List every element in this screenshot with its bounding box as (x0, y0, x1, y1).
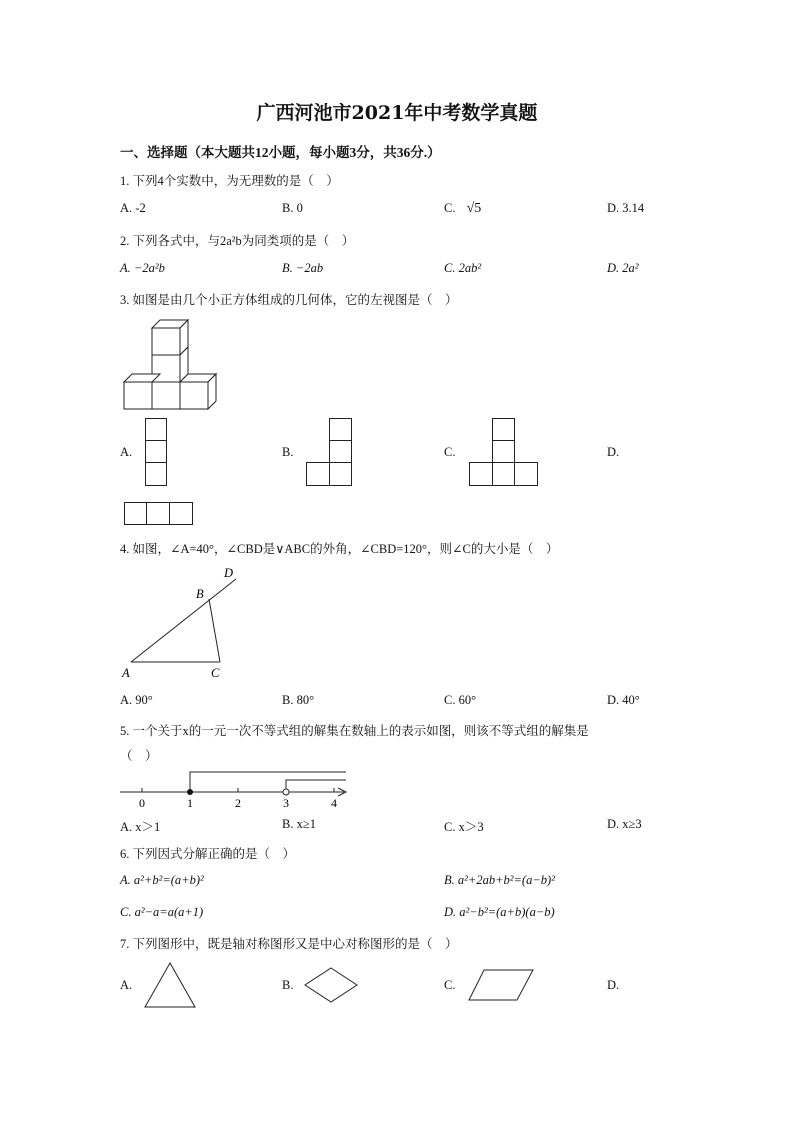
q3-option-a-label: A. (120, 445, 133, 459)
q2-option-c: C. 2ab² (444, 261, 482, 275)
question-2-stem: 2. 下列各式中，与2a²b为同类项的是（ ） (120, 234, 355, 248)
q4-triangle-figure (118, 562, 248, 684)
tick-label-4: 4 (331, 796, 337, 810)
tick-label-1: 1 (187, 796, 193, 810)
q5-option-c: C. x＞3 (444, 820, 484, 834)
closed-point-1 (187, 789, 193, 795)
q3-option-d-label: D. (607, 445, 620, 459)
q6-option-c: C. a²−a=a(a+1) (120, 905, 204, 919)
q1-option-a: A. -2 (120, 201, 146, 215)
point-c-label: C (211, 666, 220, 680)
point-d-label: D (224, 566, 234, 580)
q6-option-a: A. a²+b²=(a+b)² (120, 873, 204, 887)
tick-label-2: 2 (235, 796, 241, 810)
q2-option-d: D. 2a² (607, 261, 639, 275)
q3-option-d-figure (124, 502, 193, 525)
q1-option-c-label: C. (444, 201, 456, 215)
q7-option-b-label: B. (282, 978, 294, 992)
q2-option-a: A. −2a²b (120, 261, 165, 275)
point-a-label: A (122, 666, 130, 680)
q4-option-a: A. 90° (120, 693, 153, 707)
q1-option-c (444, 201, 481, 217)
q7-triangle-shape (144, 962, 196, 1008)
q3-solid-figure (124, 320, 216, 404)
q7-option-d-label: D. (607, 978, 620, 992)
q4-option-c: C. 60° (444, 693, 477, 707)
q5-number-line (118, 768, 354, 812)
question-3-stem: 3. 如图是由几个小正方体组成的几何体，它的左视图是（ ） (120, 293, 458, 307)
q6-option-b: B. a²+2ab+b²=(a−b)² (444, 873, 555, 887)
q4-option-d: D. 40° (607, 693, 640, 707)
q3-option-a-figure (145, 418, 167, 486)
q2-option-b: B. −2ab (282, 261, 324, 275)
question-7-stem: 7. 下列图形中，既是轴对称图形又是中心对称图形的是（ ） (120, 937, 458, 951)
tick-label-3: 3 (283, 796, 289, 810)
open-point-3 (283, 789, 289, 795)
q3-option-b-figure (306, 418, 352, 486)
q1-option-d: D. 3.14 (607, 201, 645, 215)
q7-parallelogram-shape (468, 969, 534, 1001)
q5-option-d: D. x≥3 (607, 817, 642, 831)
section-heading: 一、选择题（本大题共12小题，每小题3分，共36分.） (120, 145, 441, 160)
q4-option-b: B. 80° (282, 693, 315, 707)
question-1-stem: 1. 下列4个实数中，为无理数的是（ ） (120, 174, 339, 188)
question-4-stem: 4. 如图，∠A=40°，∠CBD是∨ABC的外角，∠CBD=120°，则∠C的大小是（ ） (120, 542, 559, 556)
q5-option-b: B. x≥1 (282, 817, 316, 831)
q3-option-c-label: C. (444, 445, 456, 459)
page-title: 广西河池市2021年中考数学真题 (256, 102, 538, 124)
q1-option-b: B. 0 (282, 201, 303, 215)
q6-option-d: D. a²−b²=(a+b)(a−b) (444, 905, 555, 919)
question-6-stem: 6. 下列因式分解正确的是（ ） (120, 847, 296, 861)
question-5-stem-cont: （ ） (120, 749, 158, 763)
q7-option-a-label: A. (120, 978, 133, 992)
q5-option-a: A. x＞1 (120, 820, 161, 834)
tick-label-0: 0 (139, 796, 145, 810)
q3-option-b-label: B. (282, 445, 294, 459)
q3-option-c-figure (469, 418, 538, 486)
point-b-label: B (196, 587, 204, 601)
q7-option-c-label: C. (444, 978, 456, 992)
question-5-stem: 5. 一个关于x的一元一次不等式组的解集在数轴上的表示如图，则该不等式组的解集是 (120, 724, 589, 738)
q7-rhombus-shape (304, 967, 358, 1003)
q1-option-c-expr: √5 (466, 201, 482, 216)
